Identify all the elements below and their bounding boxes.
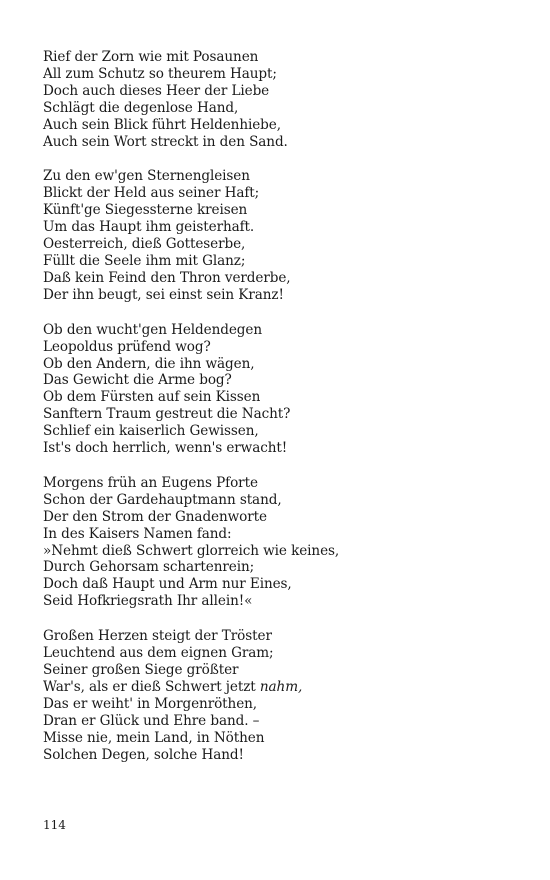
poem-line: Rief der Zorn wie mit Posaunen	[43, 49, 259, 65]
line-text: War's, als er dieß Schwert jetzt	[43, 678, 260, 695]
poem-line: Ob dem Fürsten auf sein Kissen	[43, 389, 261, 406]
poem-line: Der den Strom der Gnadenworte	[43, 508, 267, 525]
poem-line: Dran er Glück und Ehre band. –	[43, 712, 260, 729]
stanza-2	[43, 168, 513, 303]
poem-line: Ist's doch herrlich, wenn's erwacht!	[43, 440, 288, 457]
poem-line: Blickt der Held aus seiner Haft;	[43, 185, 260, 202]
poem-line: Schlägt die degenlose Hand,	[43, 99, 239, 116]
poem-line: Füllt die Seele ihm mit Glanz;	[43, 252, 246, 269]
poem-line: Morgens früh an Eugens Pforte	[43, 474, 258, 491]
emphasized-word: nahm,	[259, 678, 303, 695]
poem-line: Sanftern Traum gestreut die Nacht?	[43, 406, 291, 423]
poem-line: Das er weiht' in Morgenröthen,	[43, 695, 258, 712]
stanza-3	[43, 322, 513, 457]
poem-line: Doch daß Haupt und Arm nur Eines,	[43, 576, 292, 593]
poem-line: Das Gewicht die Arme bog?	[43, 372, 232, 389]
poem-line: Daß kein Feind den Thron verderbe,	[43, 269, 291, 286]
poem-line: In des Kaisers Namen fand:	[43, 525, 232, 542]
poem-line: Der ihn beugt, sei einst sein Kranz!	[43, 286, 284, 303]
poem-line: »Nehmt dieß Schwert glorreich wie keines,	[43, 542, 340, 559]
poem-line: Durch Gehorsam schartenrein;	[43, 559, 255, 576]
poem-text	[43, 49, 513, 781]
poem-line: Auch sein Blick führt Heldenhiebe,	[43, 116, 281, 133]
stanza-4	[43, 475, 513, 610]
poem-line: Zu den ew'gen Sternengleisen	[43, 168, 250, 185]
poem-line: Großen Herzen steigt der Tröster	[43, 628, 272, 645]
poem-line: Ob den wucht'gen Heldendegen	[43, 321, 262, 338]
poem-line: Ob den Andern, die ihn wägen,	[43, 355, 255, 372]
poem-line: Doch auch dieses Heer der Liebe	[43, 82, 270, 99]
stanza-5	[43, 628, 513, 763]
poem-line: Künft'ge Siegessterne kreisen	[43, 202, 248, 219]
poem-line: Oesterreich, dieß Gotteserbe,	[43, 236, 246, 253]
poem-line: Auch sein Wort streckt in den Sand.	[43, 133, 288, 150]
poem-line: Schon der Gardehauptmann stand,	[43, 491, 282, 508]
page-number: 114	[43, 818, 66, 832]
poem-line: Schlief ein kaiserlich Gewissen,	[43, 423, 259, 440]
poem-line: Um das Haupt ihm geisterhaft.	[43, 219, 255, 236]
poem-line: Misse nie, mein Land, in Nöthen	[43, 729, 265, 746]
poem-line: Seiner großen Siege größter	[43, 662, 239, 678]
poem-line: Solchen Degen, solche Hand!	[43, 746, 244, 763]
poem-line-with-emphasis	[43, 679, 513, 696]
poem-line: Leuchtend aus dem eignen Gram;	[43, 645, 274, 662]
poem-line: Leopoldus prüfend wog?	[43, 338, 211, 355]
poem-line: Seid Hofkriegsrath Ihr allein!«	[43, 593, 253, 610]
poem-line: All zum Schutz so theurem Haupt;	[43, 65, 277, 82]
stanza-1	[43, 49, 513, 150]
